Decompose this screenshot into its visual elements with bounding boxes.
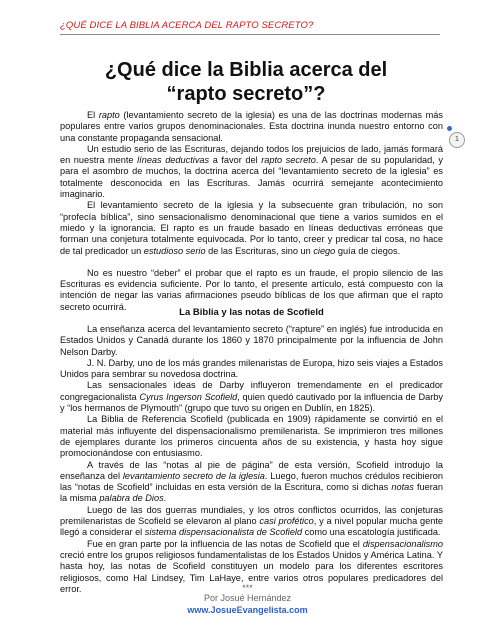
emphasis-text: rapto bbox=[98, 110, 120, 120]
page-marker-dot bbox=[447, 126, 452, 131]
footer-website-link[interactable]: www.JosueEvangelista.com bbox=[187, 605, 308, 615]
text-run: No es nuestro “deber” el probar que el rapto es un fraude, el propio silencio de las Escrituras es evidencia suficiente. Por lo tanto, el presente artículo, está compuesto con la intención de negar las varias afirmaciones pseudo bíblicas de los que afirman que el rapto secreto ocurrirá. bbox=[60, 267, 443, 312]
text-run: . A pesar de su popularidad, y para el asombro de muchos, la doctrina acerca del “levantamiento secreto de la iglesia” es totalmente desconocida en las Escrituras. Jamás ocurrirá semejante acontecimiento imaginario. bbox=[60, 155, 443, 200]
text-run: El levantamiento secreto de la iglesia y la subsecuente gran tribulación, no son “profecía bíblica”, sino sensacionalismo denominacional que tiene a varios sumidos en el miedo y la ignorancia. El rapto es un fraude basado en líneas deductivas erróneas que forman una conjetura totalmente equivocada. Por lo tanto, creer y predicar tal cosa, no hace de tal predicador un bbox=[60, 200, 443, 256]
emphasis-text: rapto secreto bbox=[261, 155, 316, 166]
page-number-badge: 1 bbox=[449, 132, 465, 148]
text-run: Fue en gran parte por la influencia de las notas de Scofield que el bbox=[87, 538, 363, 549]
article-title: ¿Qué dice la Biblia acerca del “rapto secreto”? bbox=[104, 59, 388, 105]
text-run: , y a nivel popular mucha gente llegó a considerar el bbox=[60, 516, 443, 538]
footer-separator: *** bbox=[242, 583, 253, 593]
emphasis-text: líneas deductivas bbox=[137, 155, 210, 166]
paragraph bbox=[60, 144, 443, 200]
text-run: de las Escrituras, sino un bbox=[205, 245, 314, 256]
paragraph bbox=[60, 414, 443, 459]
emphasis-text: estudioso serio bbox=[143, 245, 206, 256]
text-run: guía de ciegos. bbox=[335, 245, 401, 256]
text-run: Luego de las dos guerras mundiales, y los otros conflictos ocurridos, las conjeturas premilenaristas de Scofield se elevaron al plano bbox=[60, 504, 443, 527]
emphasis-text: sistema dispensacionalista de Scofield bbox=[144, 527, 303, 538]
text-run: , quien quedó cautivado por la influencia de Darby y “los hermanos de Plymouth” (grupo que tuvo su origen en Dublín, en 1825). bbox=[60, 391, 444, 414]
text-run: Un estudio serio de las Escrituras, dejando todos los prejuicios de lado, jamás formará en nuestra mente bbox=[60, 143, 443, 166]
intro-text bbox=[60, 110, 443, 313]
paragraph bbox=[60, 358, 443, 381]
text-run: creció entre los grupos religiosos fundamentalistas de los Estados Unidos y América Latina. Y hasta hoy, las notas de Scofield constituyen un modelo para los diferentes escritores religiosos, como Hal Lindsey, Tim LaHaye, entre varios otros populares predicadores del error. bbox=[60, 549, 443, 594]
emphasis-text: ciego bbox=[313, 245, 336, 256]
section-heading: La Biblia y las notas de Scofield bbox=[179, 307, 324, 318]
text-run: a favor del bbox=[209, 155, 262, 166]
text-run: . bbox=[163, 493, 167, 504]
section-text bbox=[60, 324, 443, 595]
emphasis-text: Cyrus Ingerson Scofield bbox=[139, 391, 238, 402]
paragraph bbox=[60, 200, 443, 256]
emphasis-text: casi profético bbox=[259, 516, 314, 527]
text-run: Las sensacionales ideas de Darby influyeron tremendamente en el predicador congregacionalista bbox=[60, 380, 443, 402]
text-run: . Luego, fueron muchos crédulos recibieron las “notas de Scofield” incluidas en esta versión de la Escritura, como si dichas bbox=[60, 470, 443, 493]
paragraph bbox=[60, 380, 443, 414]
paragraph bbox=[60, 110, 443, 144]
text-run: J. N. Darby, uno de los más grandes milenaristas de Europa, hizo seis viajes a Estados Unidos para sembrar su novedosa doctrina. bbox=[60, 357, 443, 380]
text-run: El bbox=[87, 110, 99, 120]
running-header: ¿QUÉ DICE LA BIBLIA ACERCA DEL RAPTO SECRETO? bbox=[60, 20, 314, 31]
text-run: A través de las “notas al pie de página” de esta versión, Scofield introdujo la enseñanza del bbox=[60, 459, 443, 481]
paragraph bbox=[60, 460, 443, 505]
paragraph bbox=[60, 324, 443, 358]
text-run: La Biblia de Referencia Scofield (publicada en 1909) rápidamente se convirtió en el material más influyente del dispensacionalismo premilenarista. Se imprimieron tres millones de ejemplares durante los primeros cincuenta años de su existencia, y hasta hoy sigue promocionándose con entusiasmo. bbox=[60, 414, 443, 459]
emphasis-text: levantamiento secreto de la iglesia bbox=[122, 470, 265, 481]
text-run: La enseñanza acerca del levantamiento secreto (“rapture” en inglés) fue introducida en Estados Unidos y Canadá durante los 1860 y 1870 principalmente por la influencia de John Nelson Darby. bbox=[60, 324, 443, 357]
emphasis-text: dispensacionalismo bbox=[362, 538, 443, 549]
text-run: (levantamiento secreto de la iglesia) es una de las doctrinas modernas más populares entre varios grupos denominacionales. Esta doctrina inunda nuestro entorno con una constante propaganda sensacional. bbox=[60, 110, 443, 143]
paragraph bbox=[60, 505, 443, 539]
text-run: fueran la misma bbox=[60, 482, 443, 504]
footer-author: Por Josué Hernández bbox=[203, 593, 292, 603]
emphasis-text: notas bbox=[391, 482, 414, 493]
emphasis-text: palabra de Dios bbox=[99, 493, 164, 504]
header-divider bbox=[60, 34, 440, 35]
text-run: como una escatología justificada. bbox=[302, 527, 441, 538]
